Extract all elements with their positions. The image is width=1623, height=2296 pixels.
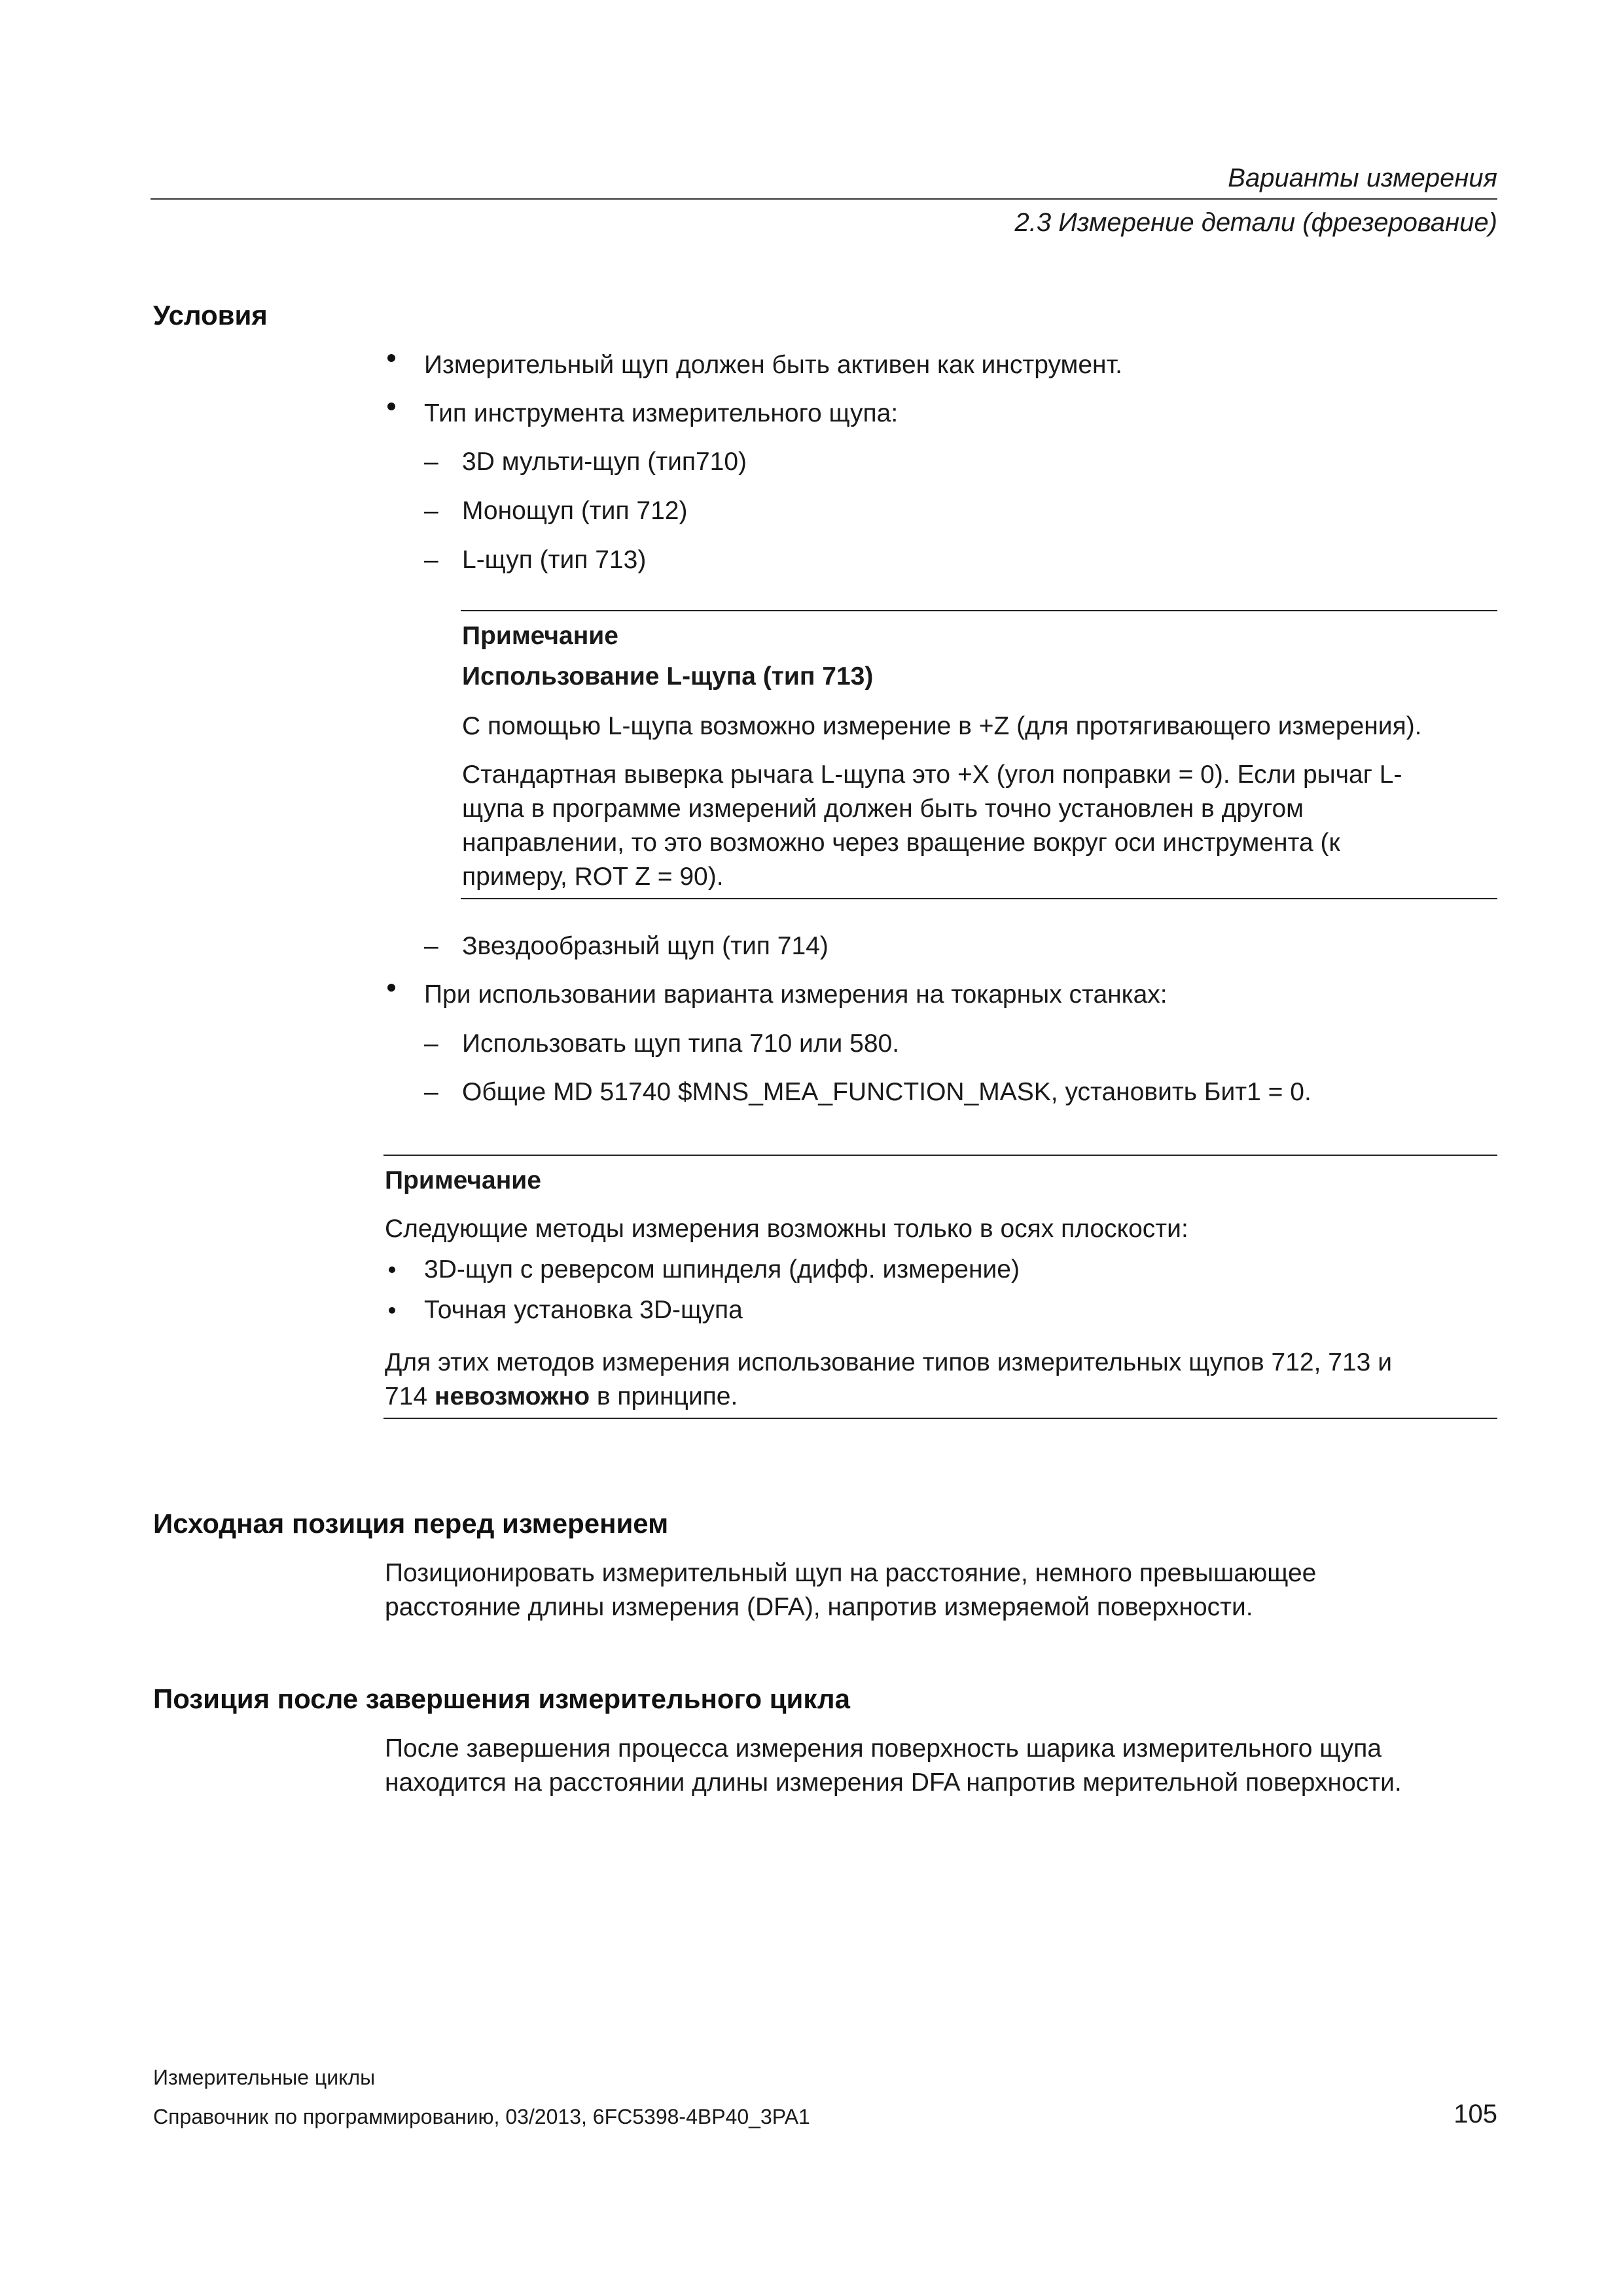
- dash-icon: –: [424, 448, 438, 476]
- lathe-item-2: Общие MD 51740 $MNS_MEA_FUNCTION_MASK, установить Бит1 = 0.: [462, 1078, 1311, 1106]
- page-number: 105: [1454, 2100, 1497, 2128]
- running-header-chapter: Варианты измерения: [1228, 164, 1497, 192]
- note-title: Использование L-щупа (тип 713): [462, 662, 874, 691]
- conditions-bullet-1: Измерительный щуп должен быть активен как инструмент.: [424, 351, 1122, 379]
- note2-item-1: 3D-щуп с реверсом шпинделя (дифф. измерение): [424, 1255, 1020, 1283]
- note-paragraph-2-line-2: щупа в программе измерений должен быть точно установлен в другом: [462, 795, 1304, 823]
- heading-end-position: Позиция после завершения измерительного цикла: [153, 1683, 850, 1714]
- bullet-icon: [387, 353, 395, 365]
- note2-top-rule: [383, 1155, 1497, 1156]
- running-header-section: 2.3 Измерение детали (фрезерование): [1014, 208, 1497, 237]
- bullet-icon: [389, 1265, 395, 1276]
- conditions-bullet-2: Тип инструмента измерительного щупа:: [424, 399, 899, 427]
- probe-type-712: Монощуп (тип 712): [462, 497, 688, 525]
- heading-start-position: Исходная позиция перед измерением: [153, 1508, 669, 1539]
- note-paragraph-2-line-3: направлении, то это возможно через вращение вокруг оси инструмента (к: [462, 829, 1340, 857]
- dash-icon: –: [424, 932, 438, 960]
- header-rule: [151, 198, 1497, 200]
- dash-icon: –: [424, 546, 438, 574]
- footer-manual-edition: Справочник по программированию, 03/2013, 6FC5398-4BP40_3PA1: [153, 2105, 810, 2128]
- note2-label: Примечание: [385, 1166, 541, 1194]
- note2-emphasis: невозможно: [434, 1382, 590, 1410]
- note2-outro-line-1: Для этих методов измерения использование типов измерительных щупов 712, 713 и: [385, 1348, 1392, 1376]
- conditions-bullet-3: При использовании варианта измерения на токарных станках:: [424, 980, 1168, 1009]
- note-top-rule: [461, 610, 1497, 611]
- footer-manual-title: Измерительные циклы: [153, 2066, 376, 2089]
- note2-outro-suffix: в принципе.: [590, 1382, 738, 1410]
- bullet-icon: [389, 1305, 395, 1317]
- note2-intro: Следующие методы измерения возможны только в осях плоскости:: [385, 1215, 1188, 1243]
- start-position-line-1: Позиционировать измерительный щуп на расстояние, немного превышающее: [385, 1559, 1317, 1587]
- bullet-icon: [387, 983, 395, 995]
- probe-type-713: L-щуп (тип 713): [462, 546, 647, 574]
- end-position-line-2: находится на расстоянии длины измерения DFA напротив мерительной поверхности.: [385, 1768, 1402, 1797]
- note-label: Примечание: [462, 622, 618, 650]
- probe-type-714: Звездообразный щуп (тип 714): [462, 932, 829, 960]
- dash-icon: –: [424, 1030, 438, 1058]
- note-paragraph-2-line-1: Стандартная выверка рычага L-щупа это +X (угол поправки = 0). Если рычаг L-: [462, 761, 1402, 789]
- note2-bottom-rule: [383, 1418, 1497, 1419]
- lathe-item-1: Использовать щуп типа 710 или 580.: [462, 1030, 900, 1058]
- end-position-line-1: После завершения процесса измерения поверхность шарика измерительного щупа: [385, 1734, 1382, 1763]
- dash-icon: –: [424, 497, 438, 525]
- note-paragraph-2-line-4: примеру, ROT Z = 90).: [462, 863, 724, 891]
- probe-type-710: 3D мульти-щуп (тип710): [462, 448, 747, 476]
- start-position-line-2: расстояние длины измерения (DFA), напротив измеряемой поверхности.: [385, 1593, 1253, 1621]
- note2-outro-prefix: 714: [385, 1382, 435, 1410]
- note2-item-2: Точная установка 3D-щупа: [424, 1296, 743, 1324]
- dash-icon: –: [424, 1078, 438, 1106]
- heading-conditions: Условия: [153, 300, 268, 331]
- note-paragraph-1: С помощью L-щупа возможно измерение в +Z (для протягивающего измерения).: [462, 712, 1422, 740]
- note2-outro-line-2: [385, 1380, 738, 1414]
- bullet-icon: [387, 402, 395, 414]
- note-bottom-rule: [461, 898, 1497, 899]
